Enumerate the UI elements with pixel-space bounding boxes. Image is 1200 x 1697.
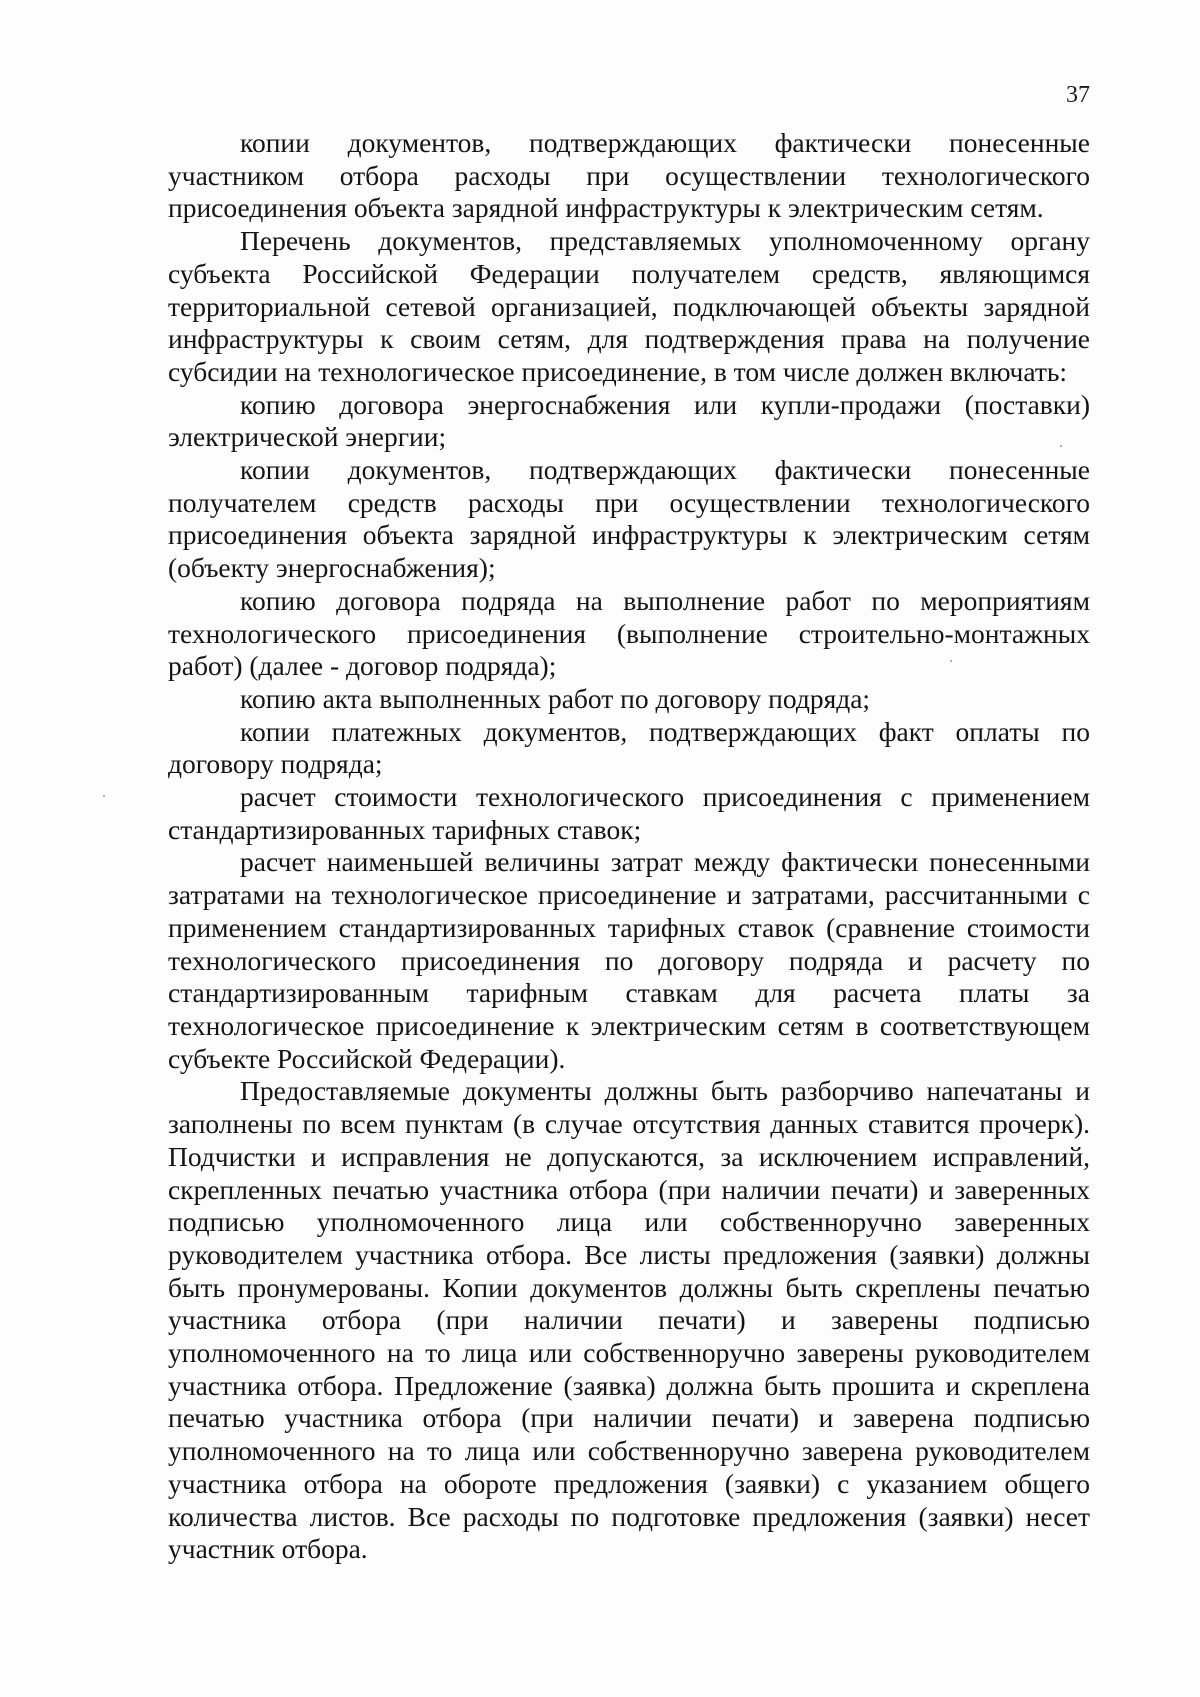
paragraph: Предоставляемые документы должны быть разборчиво напечатаны и заполнены по всем пунктам (в случае отсутствия данных ставится прочерк). Подчистки и исправления не допускаются, за исключением исправлений, скрепленных печатью участника отбора (при наличии печати) и заверенных подписью уполномоченного лица или собственноручно заверенных руководителем участника отбора. Все листы предложения (заявки) должны быть пронумерованы. Копии документов должны быть скреплены печатью участника отбора (при наличии печати) и заверены подписью уполномоченного на то лица или собственноручно заверены руководителем участника отбора. Предложение (заявка) должна быть прошита и скреплена печатью участника отбора (при наличии печати) и заверена подписью уполномоченного на то лица или собственноручно заверена руководителем участника отбора на обороте предложения (заявки) с указанием общего количества листов. Все расходы по подготовке предложения (заявки) несет участник отбора.	[168, 1075, 1090, 1565]
scan-speck	[950, 660, 952, 662]
paragraph: Перечень документов, представляемых уполномоченному органу субъекта Российской Федерации получателем средств, являющимся территориальной сетевой организацией, подключающей объекты зарядной инфраструктуры к своим сетям, для подтверждения права на получение субсидии на технологическое присоединение, в том числе должен включать:	[168, 225, 1090, 387]
paragraph: копии документов, подтверждающих фактически понесенные получателем средств расходы при осуществлении технологического присоединения объекта зарядной инфраструктуры к электрическим сетям (объекту энергоснабжения);	[168, 454, 1090, 584]
page-number: 37	[1066, 82, 1090, 108]
paragraph: копию договора подряда на выполнение работ по мероприятиям технологического присоединения (выполнение строительно-монтажных работ) (далее - договор подряда);	[168, 584, 1090, 682]
paragraph: расчет наименьшей величины затрат между фактически понесенными затратами на технологическое присоединение и затратами, рассчитанными с применением стандартизированных тарифных ставок (сравнение стоимости технологического присоединения по договору подряда и расчету по стандартизированным тарифным ставкам для расчета платы за технологическое присоединение к электрическим сетям в соответствующем субъекте Российской Федерации).	[168, 846, 1090, 1074]
paragraph: копии платежных документов, подтверждающих факт оплаты по договору подряда;	[168, 715, 1090, 780]
paragraph: копию акта выполненных работ по договору подряда;	[240, 682, 871, 714]
scan-speck	[1060, 445, 1062, 447]
document-body	[168, 127, 1090, 1566]
scan-speck	[103, 795, 105, 797]
paragraph: копию договора энергоснабжения или купли-продажи (поставки) электрической энергии;	[168, 388, 1090, 453]
paragraph: расчет стоимости технологического присоединения с применением стандартизированных тарифных ставок;	[168, 781, 1090, 845]
paragraph: копии документов, подтверждающих фактически понесенные участником отбора расходы при осуществлении технологического присоединения объекта зарядной инфраструктуры к электрическим сетям.	[168, 127, 1090, 224]
